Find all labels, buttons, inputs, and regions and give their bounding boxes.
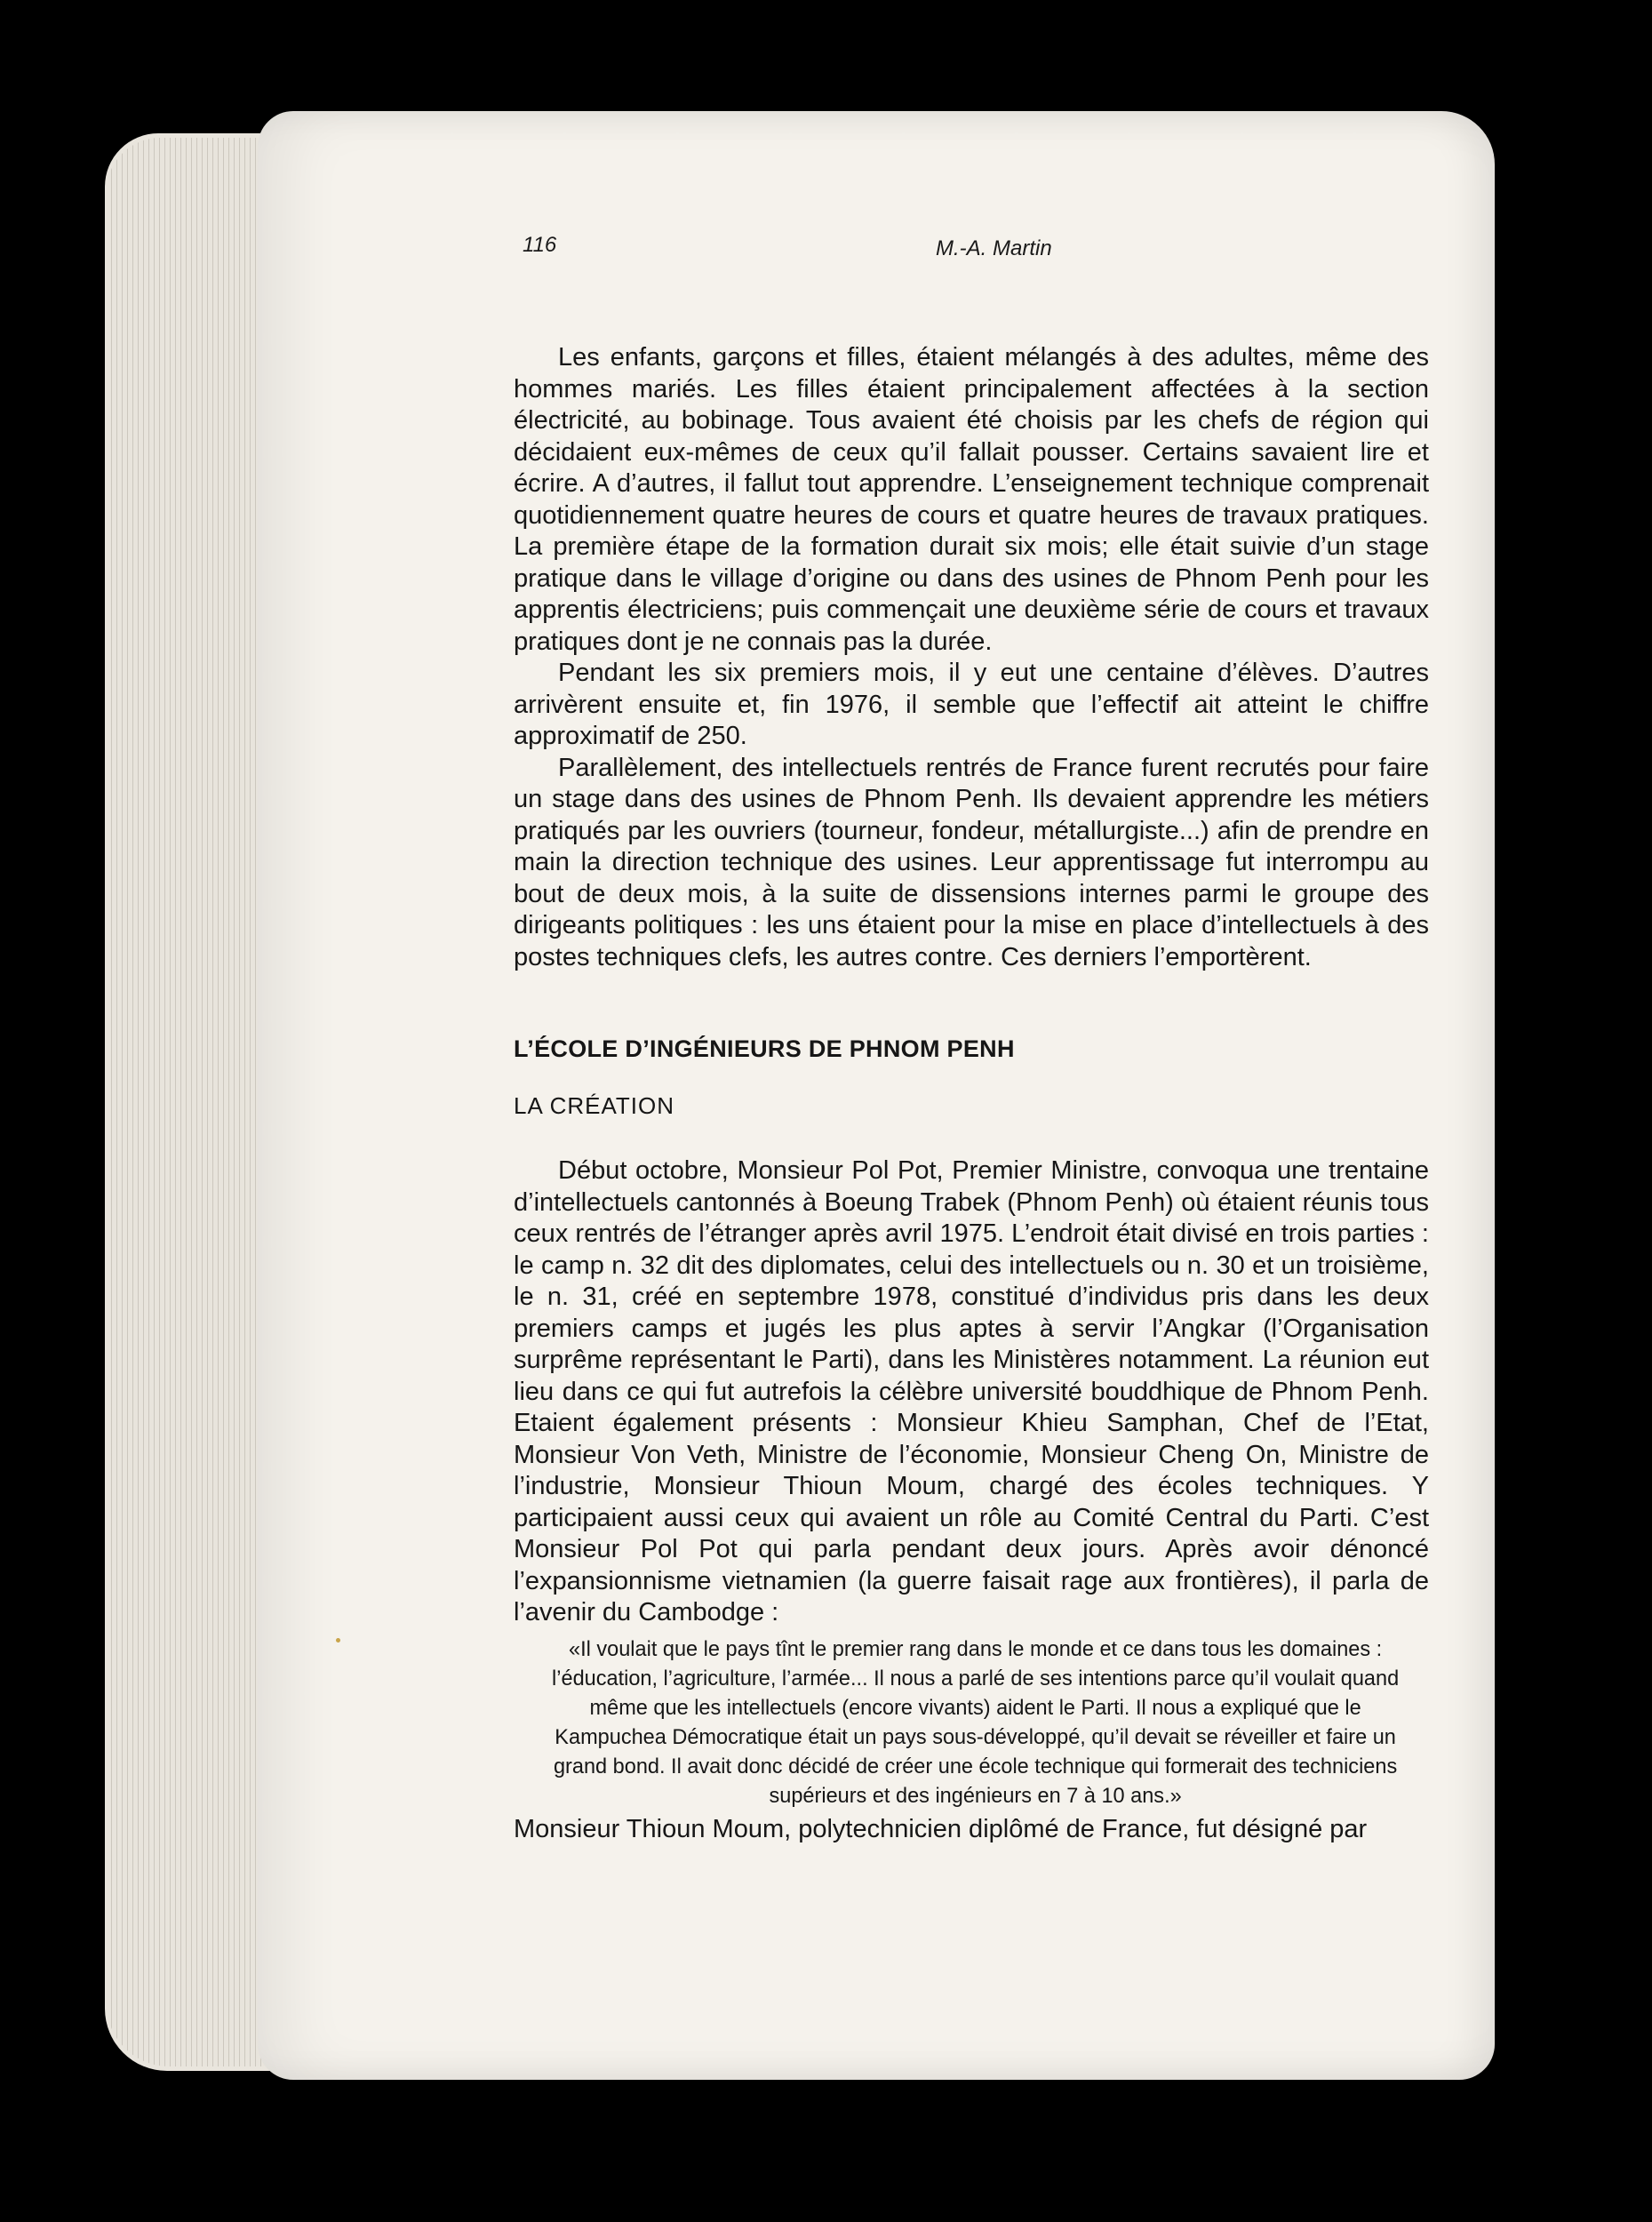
section-heading: L’ÉCOLE D’INGÉNIEURS DE PHNOM PENH	[514, 1035, 1015, 1062]
running-author: M.-A. Martin	[936, 236, 1052, 260]
paragraph: Début octobre, Monsieur Pol Pot, Premier Ministre, convoqua une trentaine d’intellectuels cantonnés à Boeung Trabek (Phnom Penh) où étaient réunis tous ceux rentrés de l’étranger après avril 1975. L’endroit était divisé en trois parties : le camp n. 32 dit des diplomates, celui des intellectuels ou n. 30 et un troisième, le n. 31, créé en septembre 1978, constitué d’individus pris dans les deux premiers camps et jugés les plus aptes à servir l’Angkar (l’Organisation surprême représentant le Parti), dans les Ministères notamment. La réunion eut lieu dans ce qui fut autrefois la célèbre université bouddhique de Phnom Penh. Etaient également présents : Monsieur Khieu Samphan, Chef de l’Etat, Monsieur Von Veth, Ministre de l’économie, Monsieur Cheng On, Ministre de l’industrie, Monsieur Thioun Moum, chargé des écoles techniques. Y participaient aussi ceux qui avaient un rôle au Comité Central du Parti. C’est Monsieur Pol Pot qui parla pendant deux jours. Après avoir dénoncé l’expansionnisme vietnamien (la guerre faisait rage aux frontières), il parla de l’avenir du Cambodge :	[514, 1156, 1429, 1627]
subsection-heading: LA CRÉATION	[514, 1091, 675, 1119]
body-text	[514, 342, 1429, 1845]
running-header	[523, 233, 1429, 268]
paragraph: Les enfants, garçons et filles, étaient mélangés à des adultes, même des hommes mariés. Les filles étaient principalement affectées à la section électricité, au bobinage. Tous avaient été choisis par les chefs de région qui décidaient eux-mêmes de ceux qu’il fallait pousser. Certains savaient lire et écrire. A d’autres, il fallut tout apprendre. L’enseignement technique comprenait quotidiennement quatre heures de cours et quatre heures de travaux pratiques. La première étape de la formation durait six mois; elle était suivie d’un stage pratique dans le village d’origine ou dans des usines de Phnom Penh pour les apprentis électriciens; puis commençait une deuxième série de cours et travaux pratiques dont je ne connais pas la durée.	[514, 343, 1429, 656]
closing-line: Monsieur Thioun Moum, polytechnicien diplômé de France, fut désigné par	[514, 1814, 1368, 1843]
paragraph: Parallèlement, des intellectuels rentrés de France furent recrutés pour faire un stage dans des usines de Phnom Penh. Ils devaient apprendre les métiers pratiqués par les ouvriers (tourneur, fondeur, métallurgiste...) afin de prendre en main la direction technique des usines. Leur apprentissage fut interrompu au bout de deux mois, à la suite de dissensions internes parmi le groupe des dirigeants politiques : les uns étaient pour la mise en place d’intellectuels à des postes techniques clefs, les autres contre. Ces derniers l’emportèrent.	[514, 753, 1429, 971]
paper-speck	[336, 1638, 340, 1643]
paragraph: Pendant les six premiers mois, il y eut une centaine d’élèves. D’autres arrivèrent ensuite et, fin 1976, il semble que l’effectif ait atteint le chiffre approximatif de 250.	[514, 659, 1429, 750]
page-number: 116	[523, 233, 557, 257]
block-quote: «Il voulait que le pays tînt le premier rang dans le monde et ce dans tous les domaines : l’éducation, l’agriculture, l’armée... Il nous a parlé de ses intentions parce qu’il voulait quand même que les intellectuels (encore vivants) aident le Parti. Il nous a expliqué que le Kampuchea Démocratique était un pays sous-développé, qu’il devait se réveiller et faire un grand bond. Il avait donc décidé de créer une école technique qui formerait des techniciens supérieurs et des ingénieurs en 7 à 10 ans.»	[552, 1636, 1400, 1808]
